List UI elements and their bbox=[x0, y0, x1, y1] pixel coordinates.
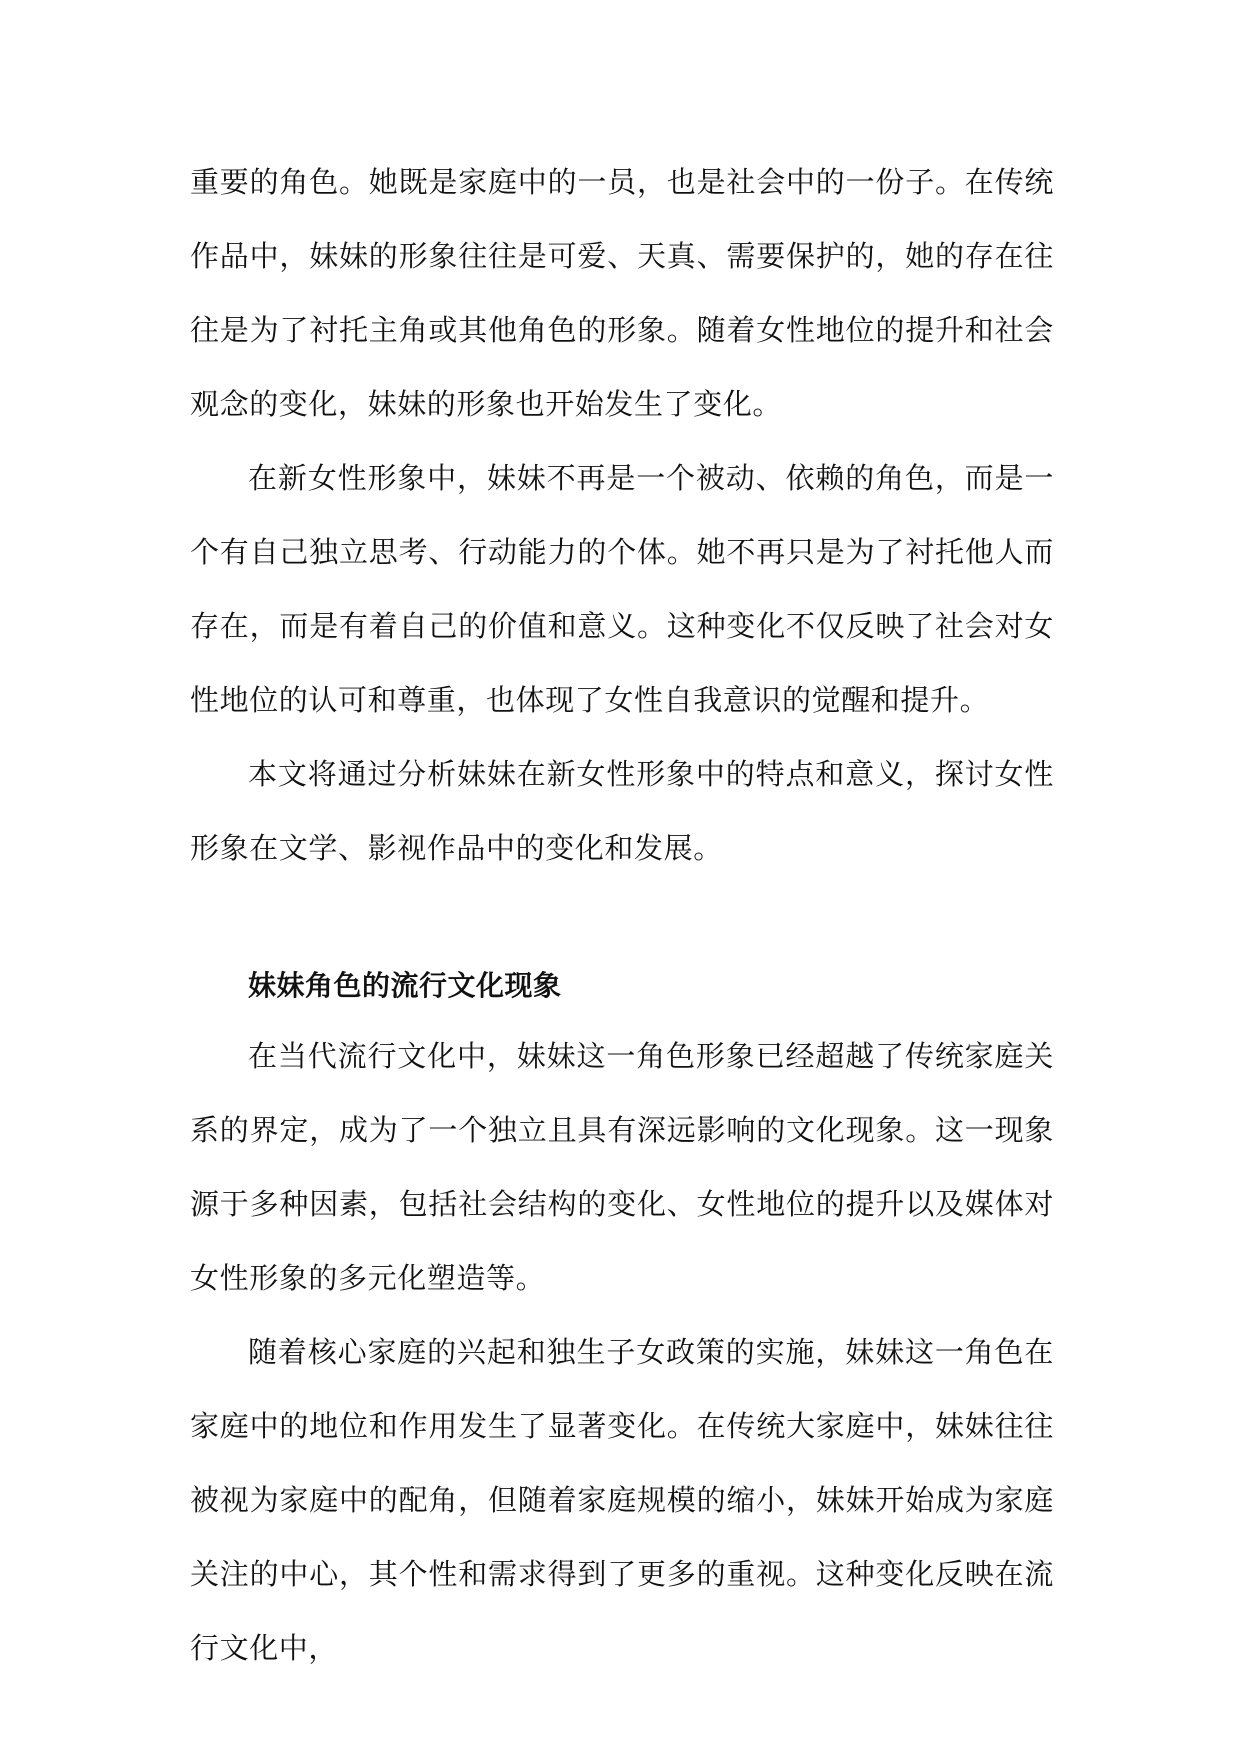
paragraph-pop-culture: 在当代流行文化中，妹妹这一角色形象已经超越了传统家庭关系的界定，成为了一个独立且具有深远影响的文化现象。这一现象源于多种因素，包括社会结构的变化、女性地位的提升以及媒体对女性形象的多元化塑造等。 bbox=[190, 1039, 1054, 1295]
document-body bbox=[190, 145, 1054, 1685]
paragraph-new-female-image: 在新女性形象中，妹妹不再是一个被动、依赖的角色，而是一个有自己独立思考、行动能力的个体。她不再只是为了衬托他人而存在，而是有着自己的价值和意义。这种变化不仅反映了社会对女性地位的认可和尊重，也体现了女性自我意识的觉醒和提升。 bbox=[190, 461, 1054, 717]
section-heading: 妹妹角色的流行文化现象 bbox=[248, 969, 562, 1002]
paragraph-continued: 重要的角色。她既是家庭中的一员，也是社会中的一份子。在传统作品中，妹妹的形象往往是可爱、天真、需要保护的，她的存在往往是为了衬托主角或其他角色的形象。随着女性地位的提升和社会观念的变化，妹妹的形象也开始发生了变化。 bbox=[190, 165, 1054, 421]
paragraph-article-purpose: 本文将通过分析妹妹在新女性形象中的特点和意义，探讨女性形象在文学、影视作品中的变化和发展。 bbox=[190, 757, 1054, 865]
paragraph-family-change: 随着核心家庭的兴起和独生子女政策的实施，妹妹这一角色在家庭中的地位和作用发生了显著变化。在传统大家庭中，妹妹往往被视为家庭中的配角，但随着家庭规模的缩小，妹妹开始成为家庭关注的中心，其个性和需求得到了更多的重视。这种变化反映在流行文化中， bbox=[190, 1335, 1054, 1665]
